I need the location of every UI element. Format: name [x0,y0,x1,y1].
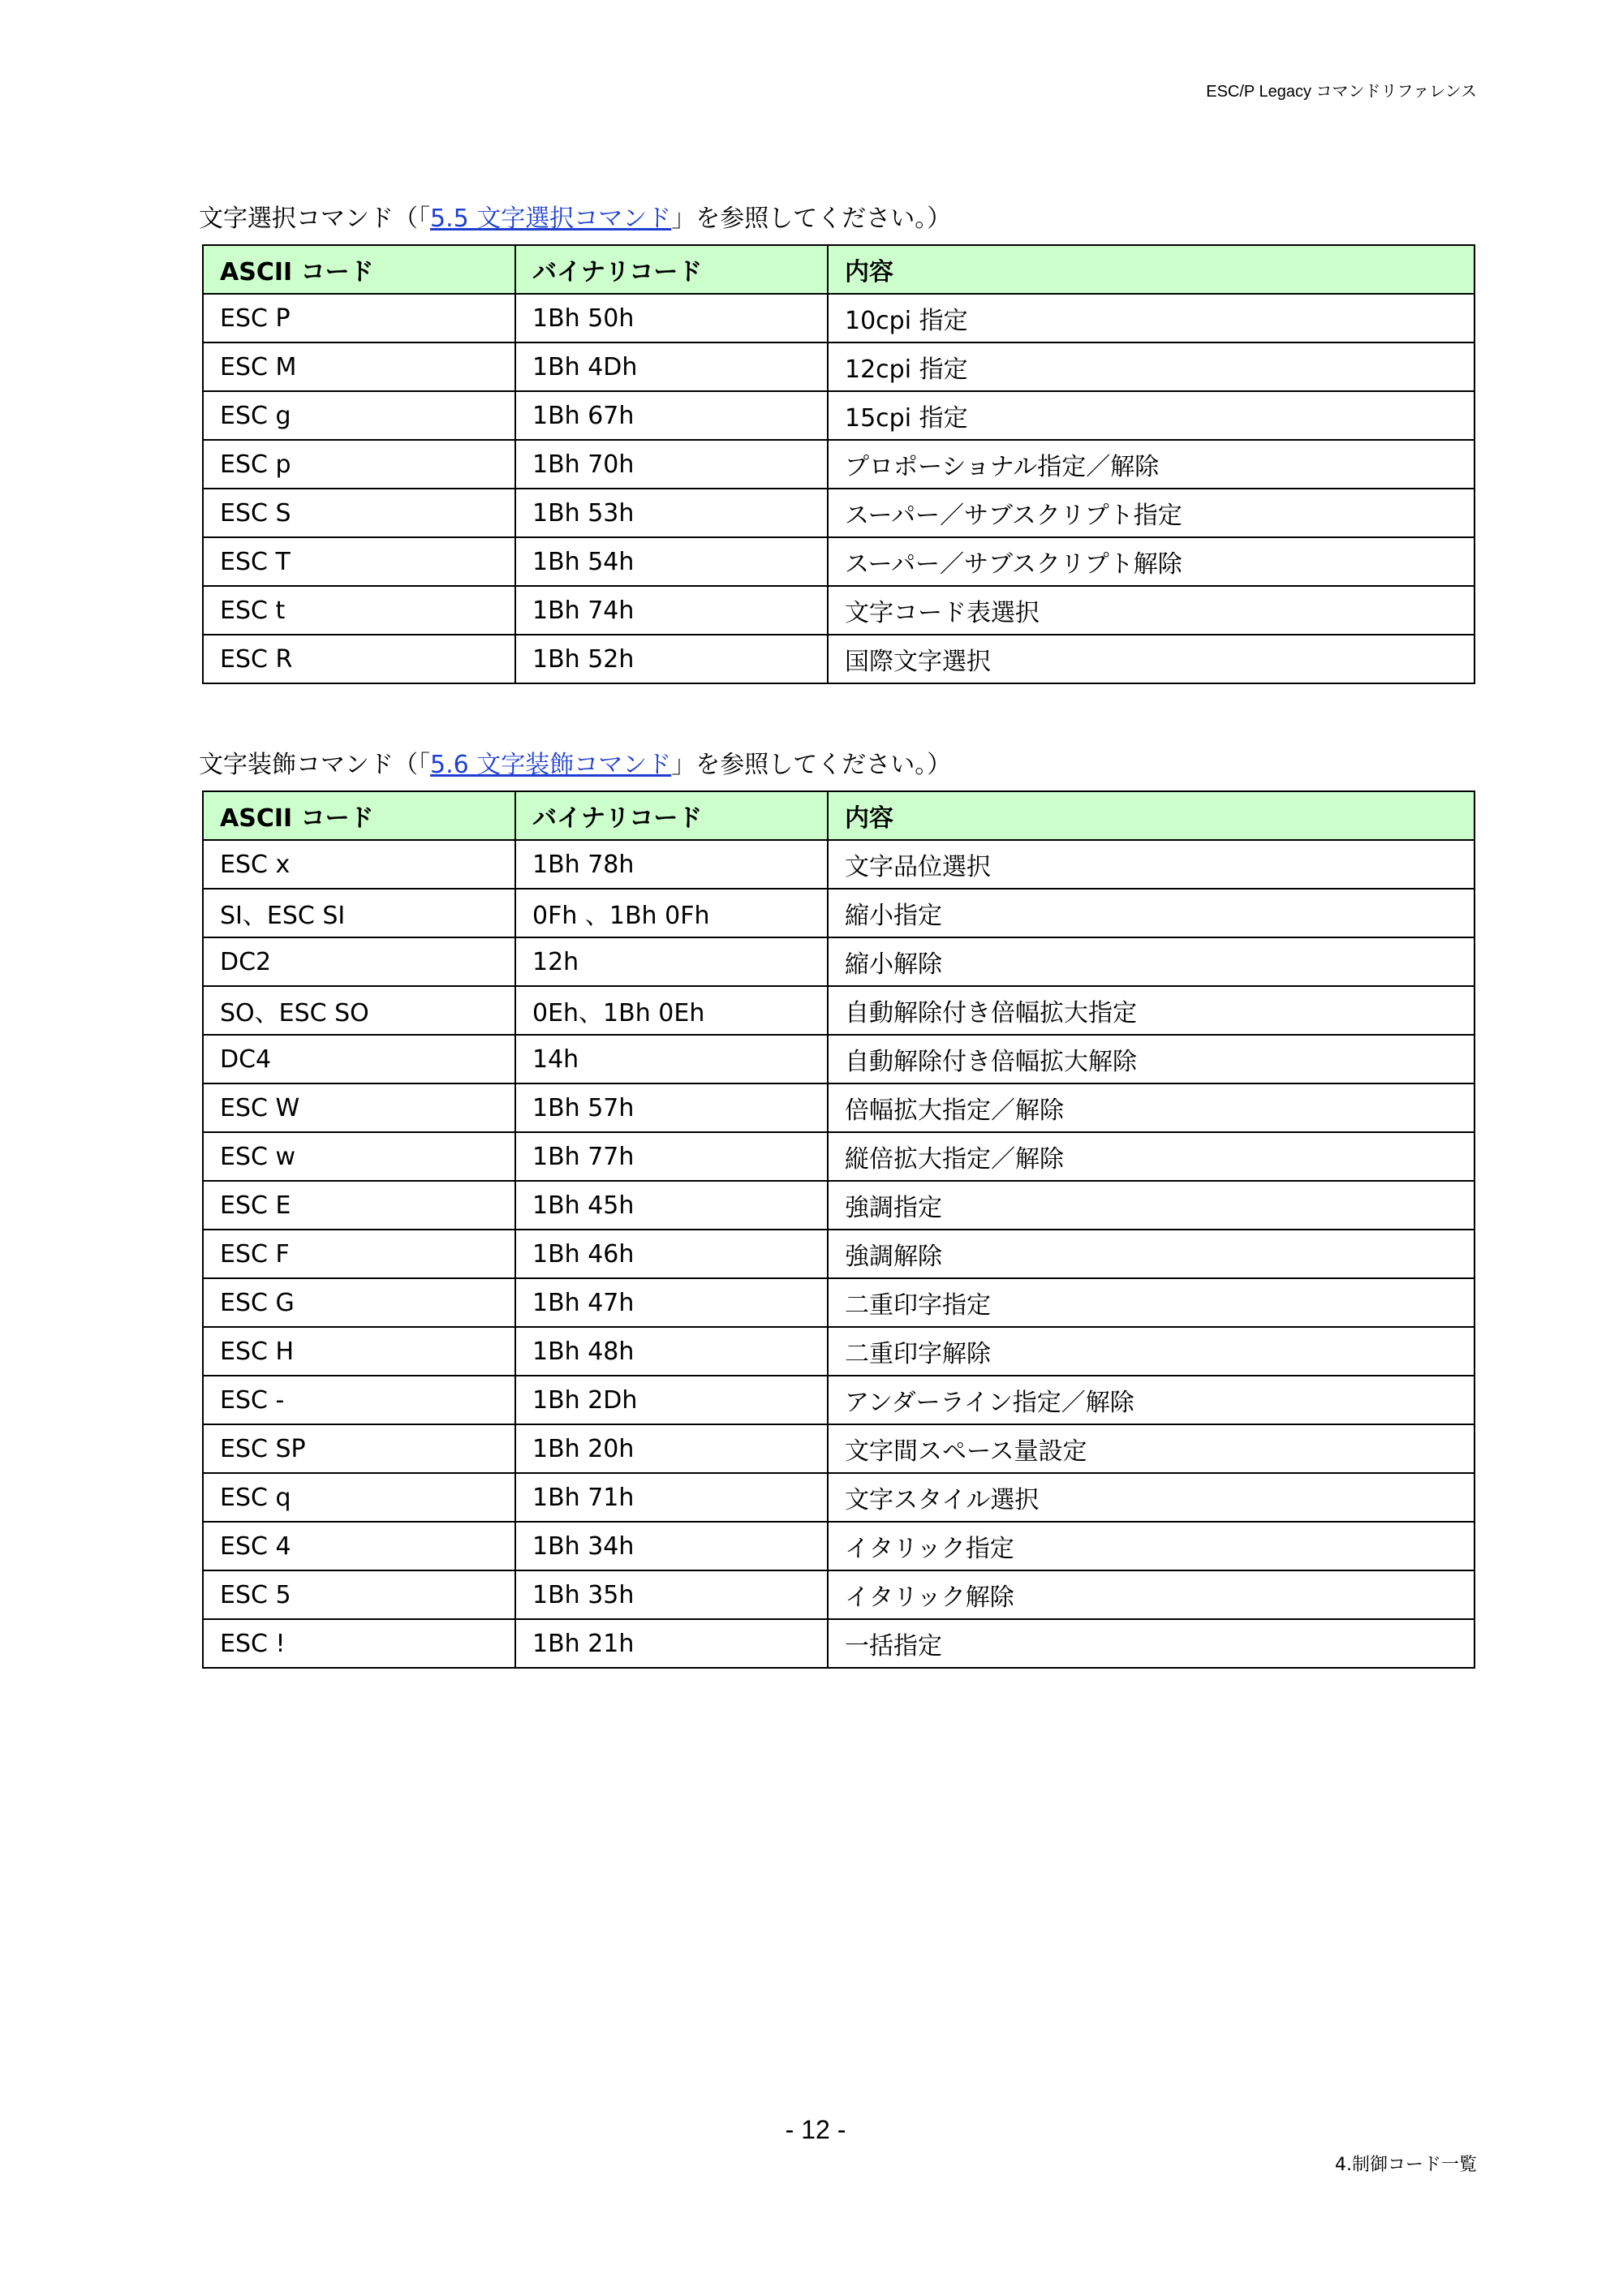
cell-ascii-code: ESC W [203,1083,515,1132]
table-row [203,889,1474,937]
cell-ascii-code: ESC E [203,1181,515,1230]
table-row [203,294,1474,342]
cell-description: 文字品位選択 [828,840,1474,889]
char-select-command-table [202,244,1475,684]
cell-binary-code: 1Bh 54h [515,537,828,586]
cell-ascii-code: ESC P [203,294,515,342]
table-row [203,537,1474,586]
cell-binary-code: 1Bh 77h [515,1132,828,1181]
cell-binary-code: 1Bh 47h [515,1278,828,1327]
cell-binary-code: 1Bh 74h [515,586,828,635]
cell-ascii-code: ESC q [203,1473,515,1522]
cell-binary-code: 1Bh 48h [515,1327,828,1376]
cell-binary-code: 1Bh 70h [515,440,828,489]
column-header-binary: バイナリコード [515,245,828,294]
cell-description: イタリック指定 [828,1522,1474,1570]
cell-description: 倍幅拡大指定／解除 [828,1083,1474,1132]
cell-description: プロポーショナル指定／解除 [828,440,1474,489]
column-header-ascii: ASCII コード [203,791,515,840]
cell-description: アンダーライン指定／解除 [828,1376,1474,1424]
cell-ascii-code: ESC p [203,440,515,489]
table-row [203,1132,1474,1181]
table-row [203,391,1474,440]
cell-description: 強調指定 [828,1181,1474,1230]
cell-description: 二重印字指定 [828,1278,1474,1327]
cell-binary-code: 12h [515,937,828,986]
footer-section-label: 4.制御コード一覧 [1335,2155,1477,2175]
link-section-5-6[interactable]: 5.6 文字装飾コマンド [430,751,672,779]
cell-binary-code: 1Bh 67h [515,391,828,440]
caption-prefix: 文字選択コマンド（「 [199,205,430,233]
table-row [203,1424,1474,1473]
cell-binary-code: 0Eh、1Bh 0Eh [515,986,828,1035]
cell-description: イタリック解除 [828,1570,1474,1619]
cell-ascii-code: ESC w [203,1132,515,1181]
page-number: - 12 - [785,2115,846,2144]
cell-binary-code: 1Bh 34h [515,1522,828,1570]
table-row [203,440,1474,489]
cell-ascii-code: DC4 [203,1035,515,1083]
cell-ascii-code: ESC ! [203,1619,515,1668]
cell-binary-code: 0Fh 、1Bh 0Fh [515,889,828,937]
table-row [203,1083,1474,1132]
cell-description: 自動解除付き倍幅拡大指定 [828,986,1474,1035]
cell-description: 自動解除付き倍幅拡大解除 [828,1035,1474,1083]
cell-ascii-code: ESC S [203,489,515,537]
cell-binary-code: 1Bh 45h [515,1181,828,1230]
column-header-ascii: ASCII コード [203,245,515,294]
table-row [203,1035,1474,1083]
cell-description: 文字間スペース量設定 [828,1424,1474,1473]
cell-binary-code: 14h [515,1035,828,1083]
cell-description: 12cpi 指定 [828,342,1474,391]
cell-description: 国際文字選択 [828,635,1474,683]
table-row [203,1473,1474,1522]
cell-binary-code: 1Bh 46h [515,1230,828,1278]
table-row [203,1570,1474,1619]
cell-description: 二重印字解除 [828,1327,1474,1376]
caption-suffix: 」を参照してください。） [671,751,952,779]
cell-binary-code: 1Bh 71h [515,1473,828,1522]
cell-ascii-code: ESC t [203,586,515,635]
table-row [203,635,1474,683]
cell-description: スーパー／サブスクリプト指定 [828,489,1474,537]
table-row [203,840,1474,889]
cell-ascii-code: ESC G [203,1278,515,1327]
table-header-row [203,245,1474,294]
cell-description: 強調解除 [828,1230,1474,1278]
cell-ascii-code: ESC 4 [203,1522,515,1570]
cell-binary-code: 1Bh 57h [515,1083,828,1132]
table-row [203,1230,1474,1278]
cell-ascii-code: ESC H [203,1327,515,1376]
cell-description: 一括指定 [828,1619,1474,1668]
cell-binary-code: 1Bh 4Dh [515,342,828,391]
cell-description: 10cpi 指定 [828,294,1474,342]
cell-ascii-code: ESC SP [203,1424,515,1473]
cell-description: 縮小解除 [828,937,1474,986]
table-row [203,937,1474,986]
cell-description: 文字スタイル選択 [828,1473,1474,1522]
cell-ascii-code: ESC M [203,342,515,391]
table-header-row [203,791,1474,840]
cell-ascii-code: ESC - [203,1376,515,1424]
table-row [203,1376,1474,1424]
cell-binary-code: 1Bh 50h [515,294,828,342]
cell-binary-code: 1Bh 20h [515,1424,828,1473]
cell-binary-code: 1Bh 21h [515,1619,828,1668]
caption-suffix: 」を参照してください。） [671,205,952,233]
cell-ascii-code: ESC F [203,1230,515,1278]
cell-binary-code: 1Bh 52h [515,635,828,683]
column-header-binary: バイナリコード [515,791,828,840]
cell-description: スーパー／サブスクリプト解除 [828,537,1474,586]
table-row [203,1522,1474,1570]
cell-ascii-code: ESC 5 [203,1570,515,1619]
cell-ascii-code: ESC R [203,635,515,683]
cell-ascii-code: ESC g [203,391,515,440]
table-row [203,342,1474,391]
cell-description: 縦倍拡大指定／解除 [828,1132,1474,1181]
cell-description: 文字コード表選択 [828,586,1474,635]
table-row [203,986,1474,1035]
column-header-description: 内容 [828,791,1474,840]
cell-ascii-code: ESC T [203,537,515,586]
section-caption-char-decoration [199,751,951,780]
section-caption-char-select [199,205,951,234]
char-decoration-command-table [202,790,1475,1669]
table-row [203,1181,1474,1230]
table-row [203,489,1474,537]
cell-binary-code: 1Bh 78h [515,840,828,889]
cell-ascii-code: ESC x [203,840,515,889]
cell-binary-code: 1Bh 53h [515,489,828,537]
column-header-description: 内容 [828,245,1474,294]
table-row [203,1619,1474,1668]
link-section-5-5[interactable]: 5.5 文字選択コマンド [430,205,672,233]
table-row [203,586,1474,635]
cell-description: 縮小指定 [828,889,1474,937]
cell-binary-code: 1Bh 35h [515,1570,828,1619]
document-header-title: ESC/P Legacy コマンドリファレンス [1206,83,1477,101]
cell-ascii-code: SI、ESC SI [203,889,515,937]
cell-ascii-code: SO、ESC SO [203,986,515,1035]
cell-ascii-code: DC2 [203,937,515,986]
cell-description: 15cpi 指定 [828,391,1474,440]
cell-binary-code: 1Bh 2Dh [515,1376,828,1424]
table-row [203,1278,1474,1327]
table-row [203,1327,1474,1376]
caption-prefix: 文字装飾コマンド（「 [199,751,430,779]
